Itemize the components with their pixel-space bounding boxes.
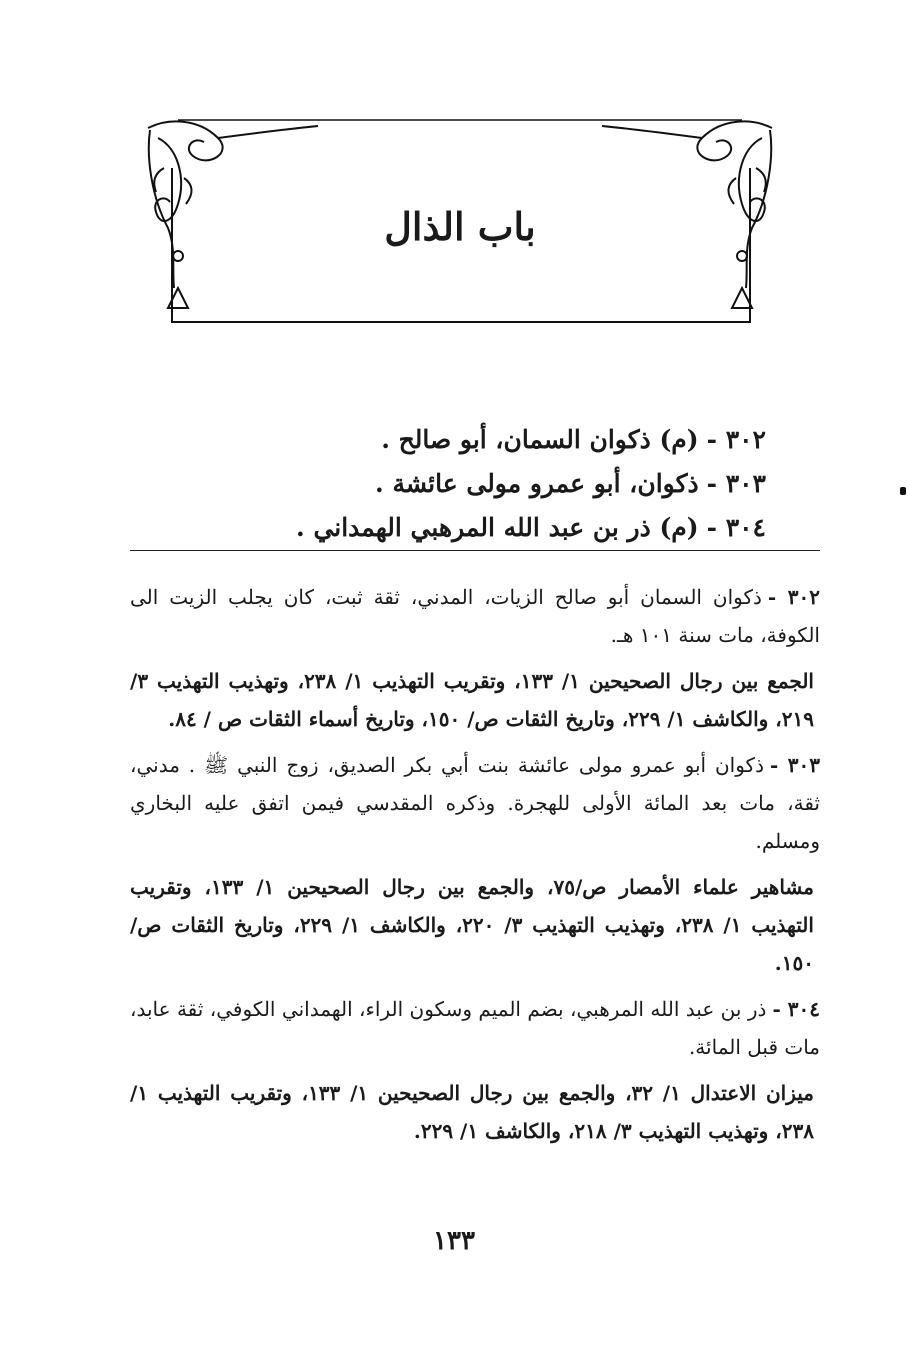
footnote-number: ٣٠٣ - (769, 753, 821, 777)
index-text: (م) ذكوان السمان، أبو صالح . (381, 425, 699, 454)
footnote-sources: الجمع بين رجال الصحيحين ١/ ١٣٣، وتقريب التهذيب ١/ ٢٣٨، وتهذيب التهذيب ٣/ ٢١٩، والكاشف ١/ ٢٢٩، وتاريخ الثقات ص/ ١٥٠، وتاريخ أسماء الثقات ص / ٨٤. (130, 669, 814, 731)
footnote-body (130, 746, 820, 860)
footnote-body (130, 578, 820, 654)
index-text: ذكوان، أبو عمرو مولى عائشة . (375, 469, 699, 498)
margin-mark (900, 487, 906, 495)
index-text: (م) ذر بن عبد الله المرهبي الهمداني . (296, 513, 699, 542)
footnote-text: ذكوان أبو عمرو مولى عائشة بنت أبي بكر الصديق، زوج النبي ﷺ . مدني، ثقة، مات بعد المائة الأولى للهجرة. وذكره المقدسي فيمن اتفق عليه البخاري ومسلم. (130, 753, 820, 853)
footnote-separator (130, 550, 820, 551)
footnote-sources: ميزان الاعتدال ١/ ٣٢، والجمع بين رجال الصحيحين ١/ ١٣٣، وتقريب التهذيب ١/ ٢٣٨، وتهذيب التهذيب ٣/ ٢١٨، والكاشف ١/ ٢٢٩. (130, 1081, 814, 1143)
index-number: ٣٠٤ - (706, 513, 766, 542)
footnote-body (130, 990, 820, 1066)
footnotes (130, 578, 820, 1158)
chapter-title: باب الذال (384, 204, 536, 249)
index-item (206, 418, 766, 462)
footnote-text: ذر بن عبد الله المرهبي، بضم الميم وسكون الراء، الهمداني الكوفي، ثقة عابد، مات قبل المائة. (130, 997, 820, 1059)
footnote-sources: مشاهير علماء الأمصار ص/٧٥، والجمع بين رجال الصحيحين ١/ ١٣٣، وتقريب التهذيب ١/ ٢٣٨، وتهذيب التهذيب ٣/ ٢٢٠، والكاشف ١/ ٢٢٩، وتاريخ الثقات ص/ ١٥٠. (130, 875, 814, 975)
index-number: ٣٠٢ - (706, 425, 766, 454)
index-item (206, 462, 766, 506)
footnote-number: ٣٠٤ - (772, 997, 821, 1021)
index-item (206, 506, 766, 550)
title-ornament-frame (138, 108, 782, 330)
footnote-entry (130, 578, 820, 738)
index-number: ٣٠٣ - (706, 469, 766, 498)
footnote-entry (130, 990, 820, 1150)
footnote-number: ٣٠٢ - (767, 585, 820, 609)
page-number: ١٣٣ (433, 1226, 475, 1256)
entry-index (206, 418, 766, 550)
footnote-entry (130, 746, 820, 982)
footnote-text: ذكوان السمان أبو صالح الزيات، المدني، ثقة ثبت، كان يجلب الزيت الى الكوفة، مات سنة ١٠١ هـ. (130, 585, 820, 647)
